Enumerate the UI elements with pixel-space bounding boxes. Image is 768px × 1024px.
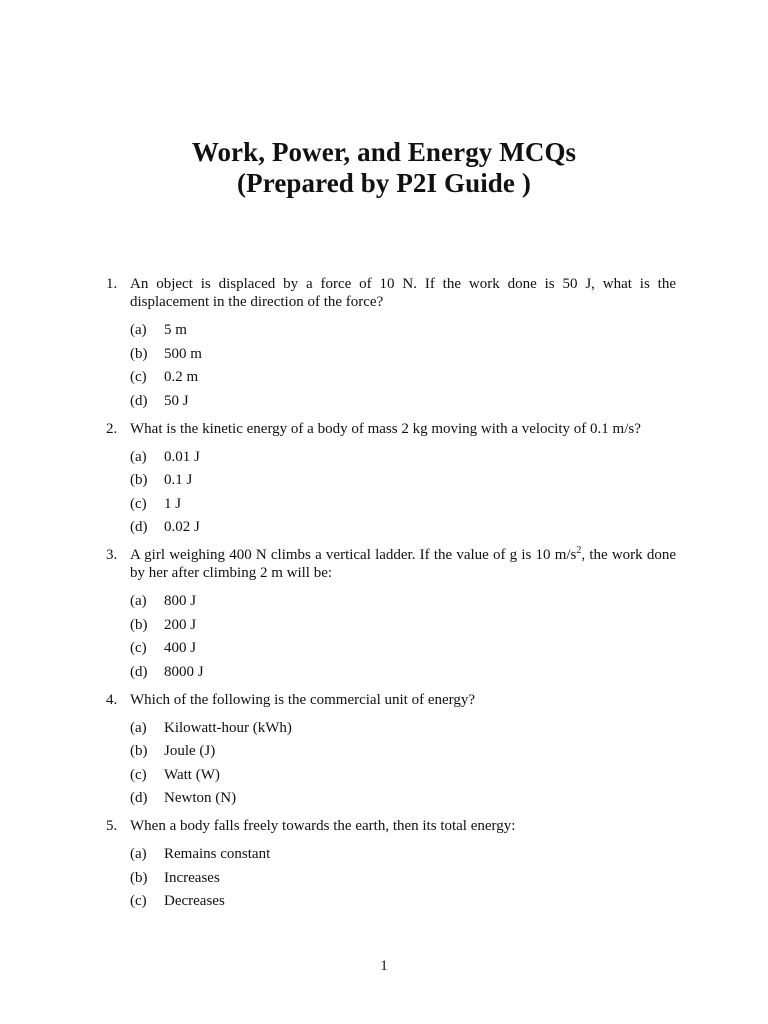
question-text: An object is displaced by a force of 10 N. If the work done is 50 J, what is the displacement in the direction of the force? xyxy=(130,276,676,310)
option-text: 800 J xyxy=(164,593,197,609)
question-number: 1. xyxy=(106,276,118,292)
option-text: 200 J xyxy=(164,616,197,633)
option-text: 400 J xyxy=(164,640,197,656)
question-number: 5. xyxy=(106,818,118,834)
option-list xyxy=(130,719,676,808)
option-c xyxy=(130,766,676,784)
option-letter: (d) xyxy=(130,392,148,409)
option-text: 0.02 J xyxy=(164,519,200,535)
option-b xyxy=(130,471,676,489)
option-letter: (c) xyxy=(130,640,147,656)
page-number: 1 xyxy=(380,958,388,974)
option-text: 50 J xyxy=(164,392,189,409)
option-letter: (b) xyxy=(130,472,148,488)
option-text: Increases xyxy=(164,869,220,886)
option-d xyxy=(130,789,676,807)
title-line-1: Work, Power, and Energy MCQs xyxy=(191,137,577,167)
option-text: 0.01 J xyxy=(164,448,200,465)
option-letter: (c) xyxy=(130,766,147,783)
option-letter: (b) xyxy=(130,869,148,886)
document-title xyxy=(0,137,768,199)
option-d xyxy=(130,518,676,536)
option-text: 500 m xyxy=(164,345,202,362)
option-b xyxy=(130,345,676,363)
option-letter: (b) xyxy=(130,616,148,633)
question-1 xyxy=(106,275,676,410)
option-letter: (c) xyxy=(130,893,147,909)
option-list xyxy=(130,321,676,410)
question-list xyxy=(106,275,676,920)
option-letter: (b) xyxy=(130,345,148,362)
option-c xyxy=(130,368,676,386)
option-letter: (a) xyxy=(130,719,147,736)
option-a xyxy=(130,448,676,466)
question-text-main: A girl weighing 400 N climbs a vertical ladder. If the value of g is 10 m/s xyxy=(130,547,577,563)
option-b xyxy=(130,869,676,887)
question-5 xyxy=(106,817,676,910)
option-a xyxy=(130,592,676,610)
option-letter: (d) xyxy=(130,519,148,535)
option-d xyxy=(130,392,676,410)
question-text xyxy=(130,546,676,582)
option-text: 0.2 m xyxy=(164,369,199,385)
option-letter: (a) xyxy=(130,448,147,465)
option-text: 0.1 J xyxy=(164,472,193,488)
question-text-tail: , the work done by her after climbing 2 m will be: xyxy=(130,547,676,581)
option-text: Newton (N) xyxy=(164,790,237,806)
option-text: Remains constant xyxy=(164,846,271,862)
option-letter: (a) xyxy=(130,322,147,338)
option-text: Joule (J) xyxy=(164,743,216,759)
option-letter: (a) xyxy=(130,846,147,862)
option-letter: (c) xyxy=(130,495,147,512)
question-4 xyxy=(106,691,676,808)
option-letter: (c) xyxy=(130,369,147,385)
option-d xyxy=(130,663,676,681)
question-number: 2. xyxy=(106,420,118,437)
option-a xyxy=(130,719,676,737)
option-text: Decreases xyxy=(164,893,225,909)
question-number: 3. xyxy=(106,547,118,563)
option-text: Kilowatt-hour (kWh) xyxy=(164,719,292,736)
option-text: 5 m xyxy=(164,322,187,338)
option-c xyxy=(130,892,676,910)
question-3 xyxy=(106,546,676,681)
question-text: What is the kinetic energy of a body of mass 2 kg moving with a velocity of 0.1 m/s? xyxy=(130,420,641,437)
option-b xyxy=(130,616,676,634)
title-line-2: (Prepared by P2I Guide ) xyxy=(237,168,531,198)
option-a xyxy=(130,321,676,339)
option-letter: (a) xyxy=(130,593,147,609)
option-letter: (b) xyxy=(130,743,148,759)
option-list xyxy=(130,845,676,910)
question-text: When a body falls freely towards the earth, then its total energy: xyxy=(130,818,516,834)
question-number: 4. xyxy=(106,691,118,708)
option-c xyxy=(130,495,676,513)
option-text: Watt (W) xyxy=(164,766,220,783)
option-b xyxy=(130,742,676,760)
option-list xyxy=(130,592,676,681)
superscript-exponent: 2 xyxy=(576,545,582,556)
option-text: 8000 J xyxy=(164,663,204,680)
option-a xyxy=(130,845,676,863)
option-letter: (d) xyxy=(130,790,148,806)
question-text: Which of the following is the commercial unit of energy? xyxy=(130,691,476,708)
option-letter: (d) xyxy=(130,663,148,680)
question-2 xyxy=(106,420,676,537)
option-c xyxy=(130,639,676,657)
option-text: 1 J xyxy=(164,495,182,512)
option-list xyxy=(130,448,676,537)
